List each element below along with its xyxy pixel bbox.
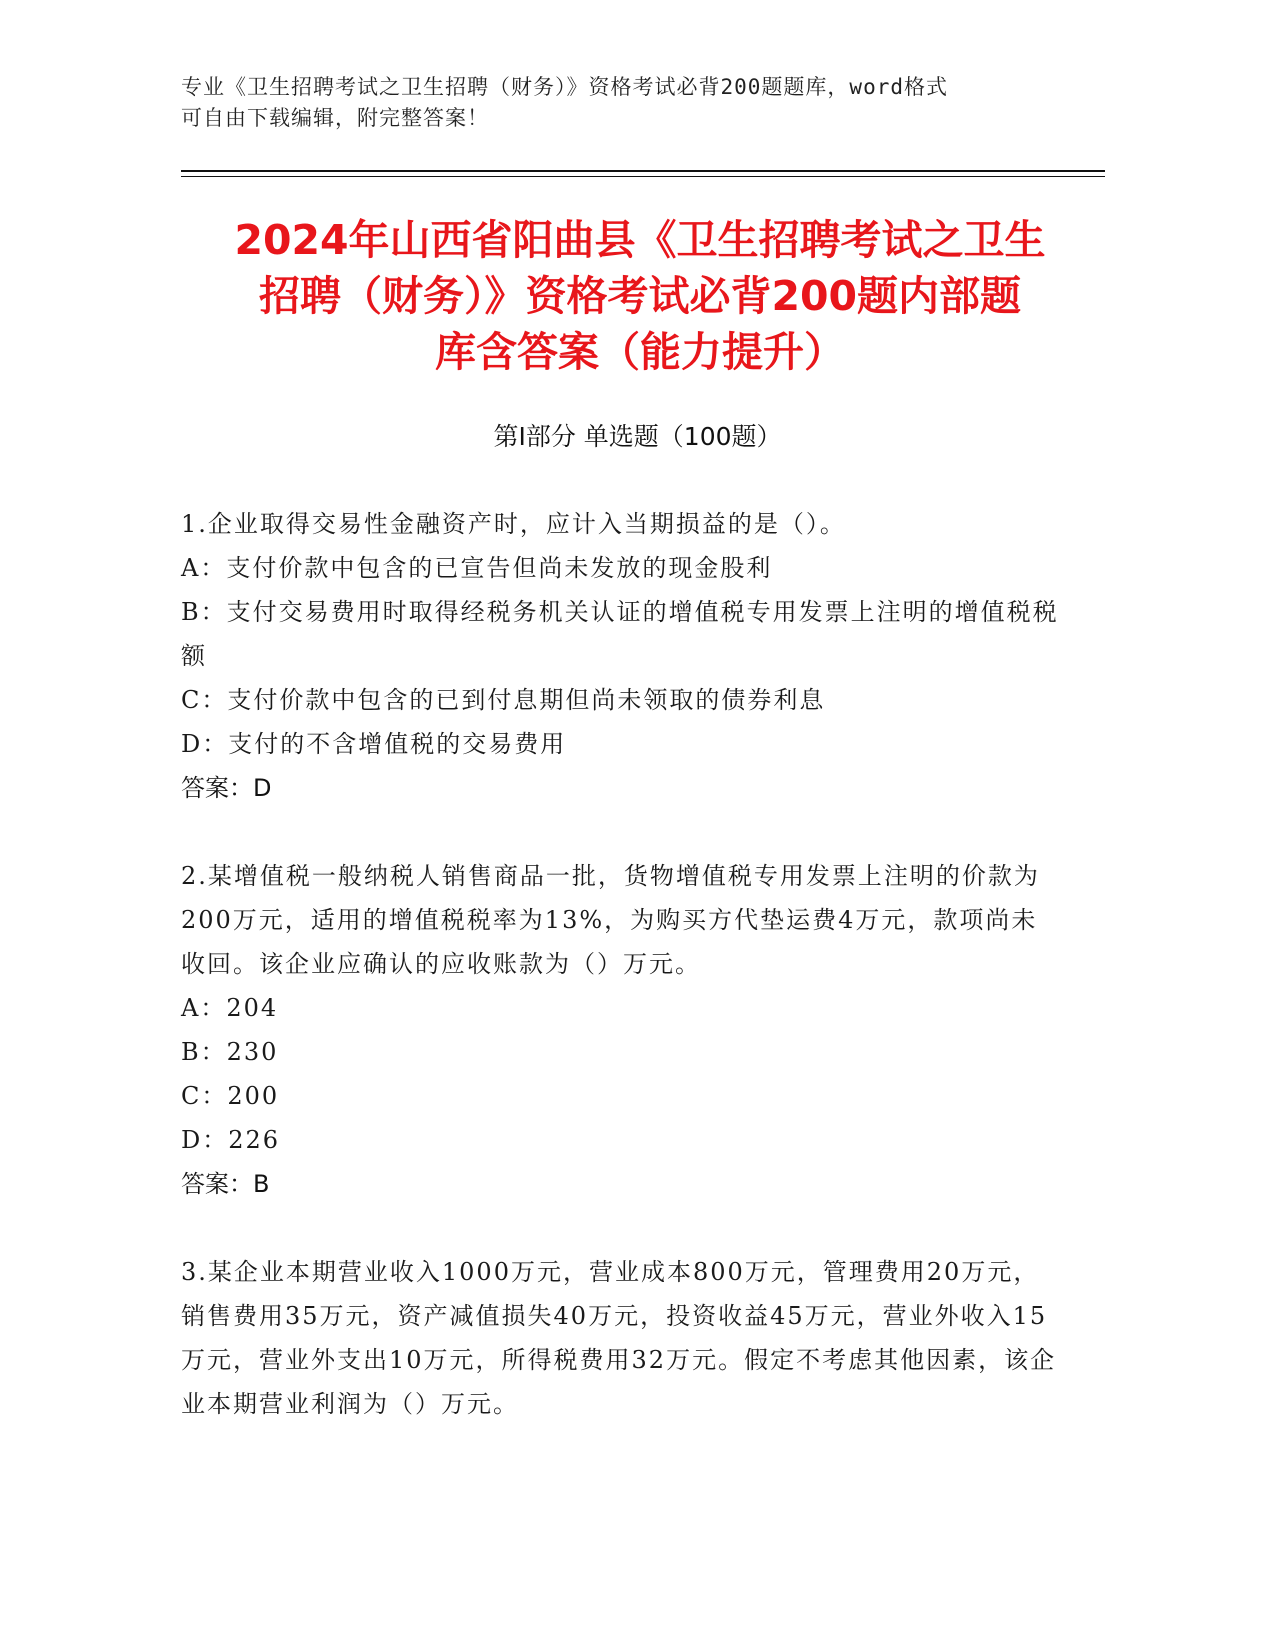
document-title [170, 212, 1110, 380]
option-a: A：204 [181, 994, 279, 1022]
option-b: B：230 [181, 1038, 279, 1066]
title-line2: 招聘（财务）》资格考试必背200题内部题 [258, 272, 1022, 320]
header-divider-thick [181, 170, 1105, 172]
question-stem: 3.某企业本期营业收入1000万元，营业成本800万元，管理费用20万元，销售费用35万元，资产减值损失40万元，投资收益45万元，营业外收入15万元，营业外支出10万元，所得税费用32万元。假定不考虑其他因素，该企业本期营业利润为（）万元。 [181, 1258, 1057, 1418]
question-1 [181, 502, 1061, 810]
title-line1: 2024年山西省阳曲县《卫生招聘考试之卫生 [234, 216, 1046, 264]
question-stem: 2.某增值税一般纳税人销售商品一批，货物增值税专用发票上注明的价款为200万元，适用的增值税税率为13%，为购买方代垫运费4万元，款项尚未收回。该企业应确认的应收账款为（）万元。 [181, 862, 1040, 978]
header-note-line1: 专业《卫生招聘考试之卫生招聘（财务）》资格考试必背200题题库，word格式 [181, 75, 948, 99]
title-line3: 库含答案（能力提升） [435, 328, 845, 376]
header-note-line2: 可自由下载编辑，附完整答案！ [181, 106, 489, 130]
option-d: D：支付的不含增值税的交易费用 [181, 730, 567, 758]
section-title: 第I部分 单选题（100题） [493, 422, 782, 451]
answer: 答案：D [181, 774, 272, 802]
option-c: C：支付价款中包含的已到付息期但尚未领取的债券利息 [181, 686, 826, 714]
header-divider-thin [181, 176, 1105, 177]
question-list [181, 502, 1061, 1426]
question-stem: 1.企业取得交易性金融资产时，应计入当期损益的是（）。 [181, 510, 846, 538]
option-b: B：支付交易费用时取得经税务机关认证的增值税专用发票上注明的增值税税额 [181, 598, 1059, 670]
question-3 [181, 1250, 1061, 1426]
option-a: A：支付价款中包含的已宣告但尚未发放的现金股利 [181, 554, 773, 582]
question-2 [181, 854, 1061, 1206]
option-d: D：226 [181, 1126, 281, 1154]
header-note [181, 72, 1041, 134]
option-c: C：200 [181, 1082, 280, 1110]
answer: 答案：B [181, 1170, 270, 1198]
